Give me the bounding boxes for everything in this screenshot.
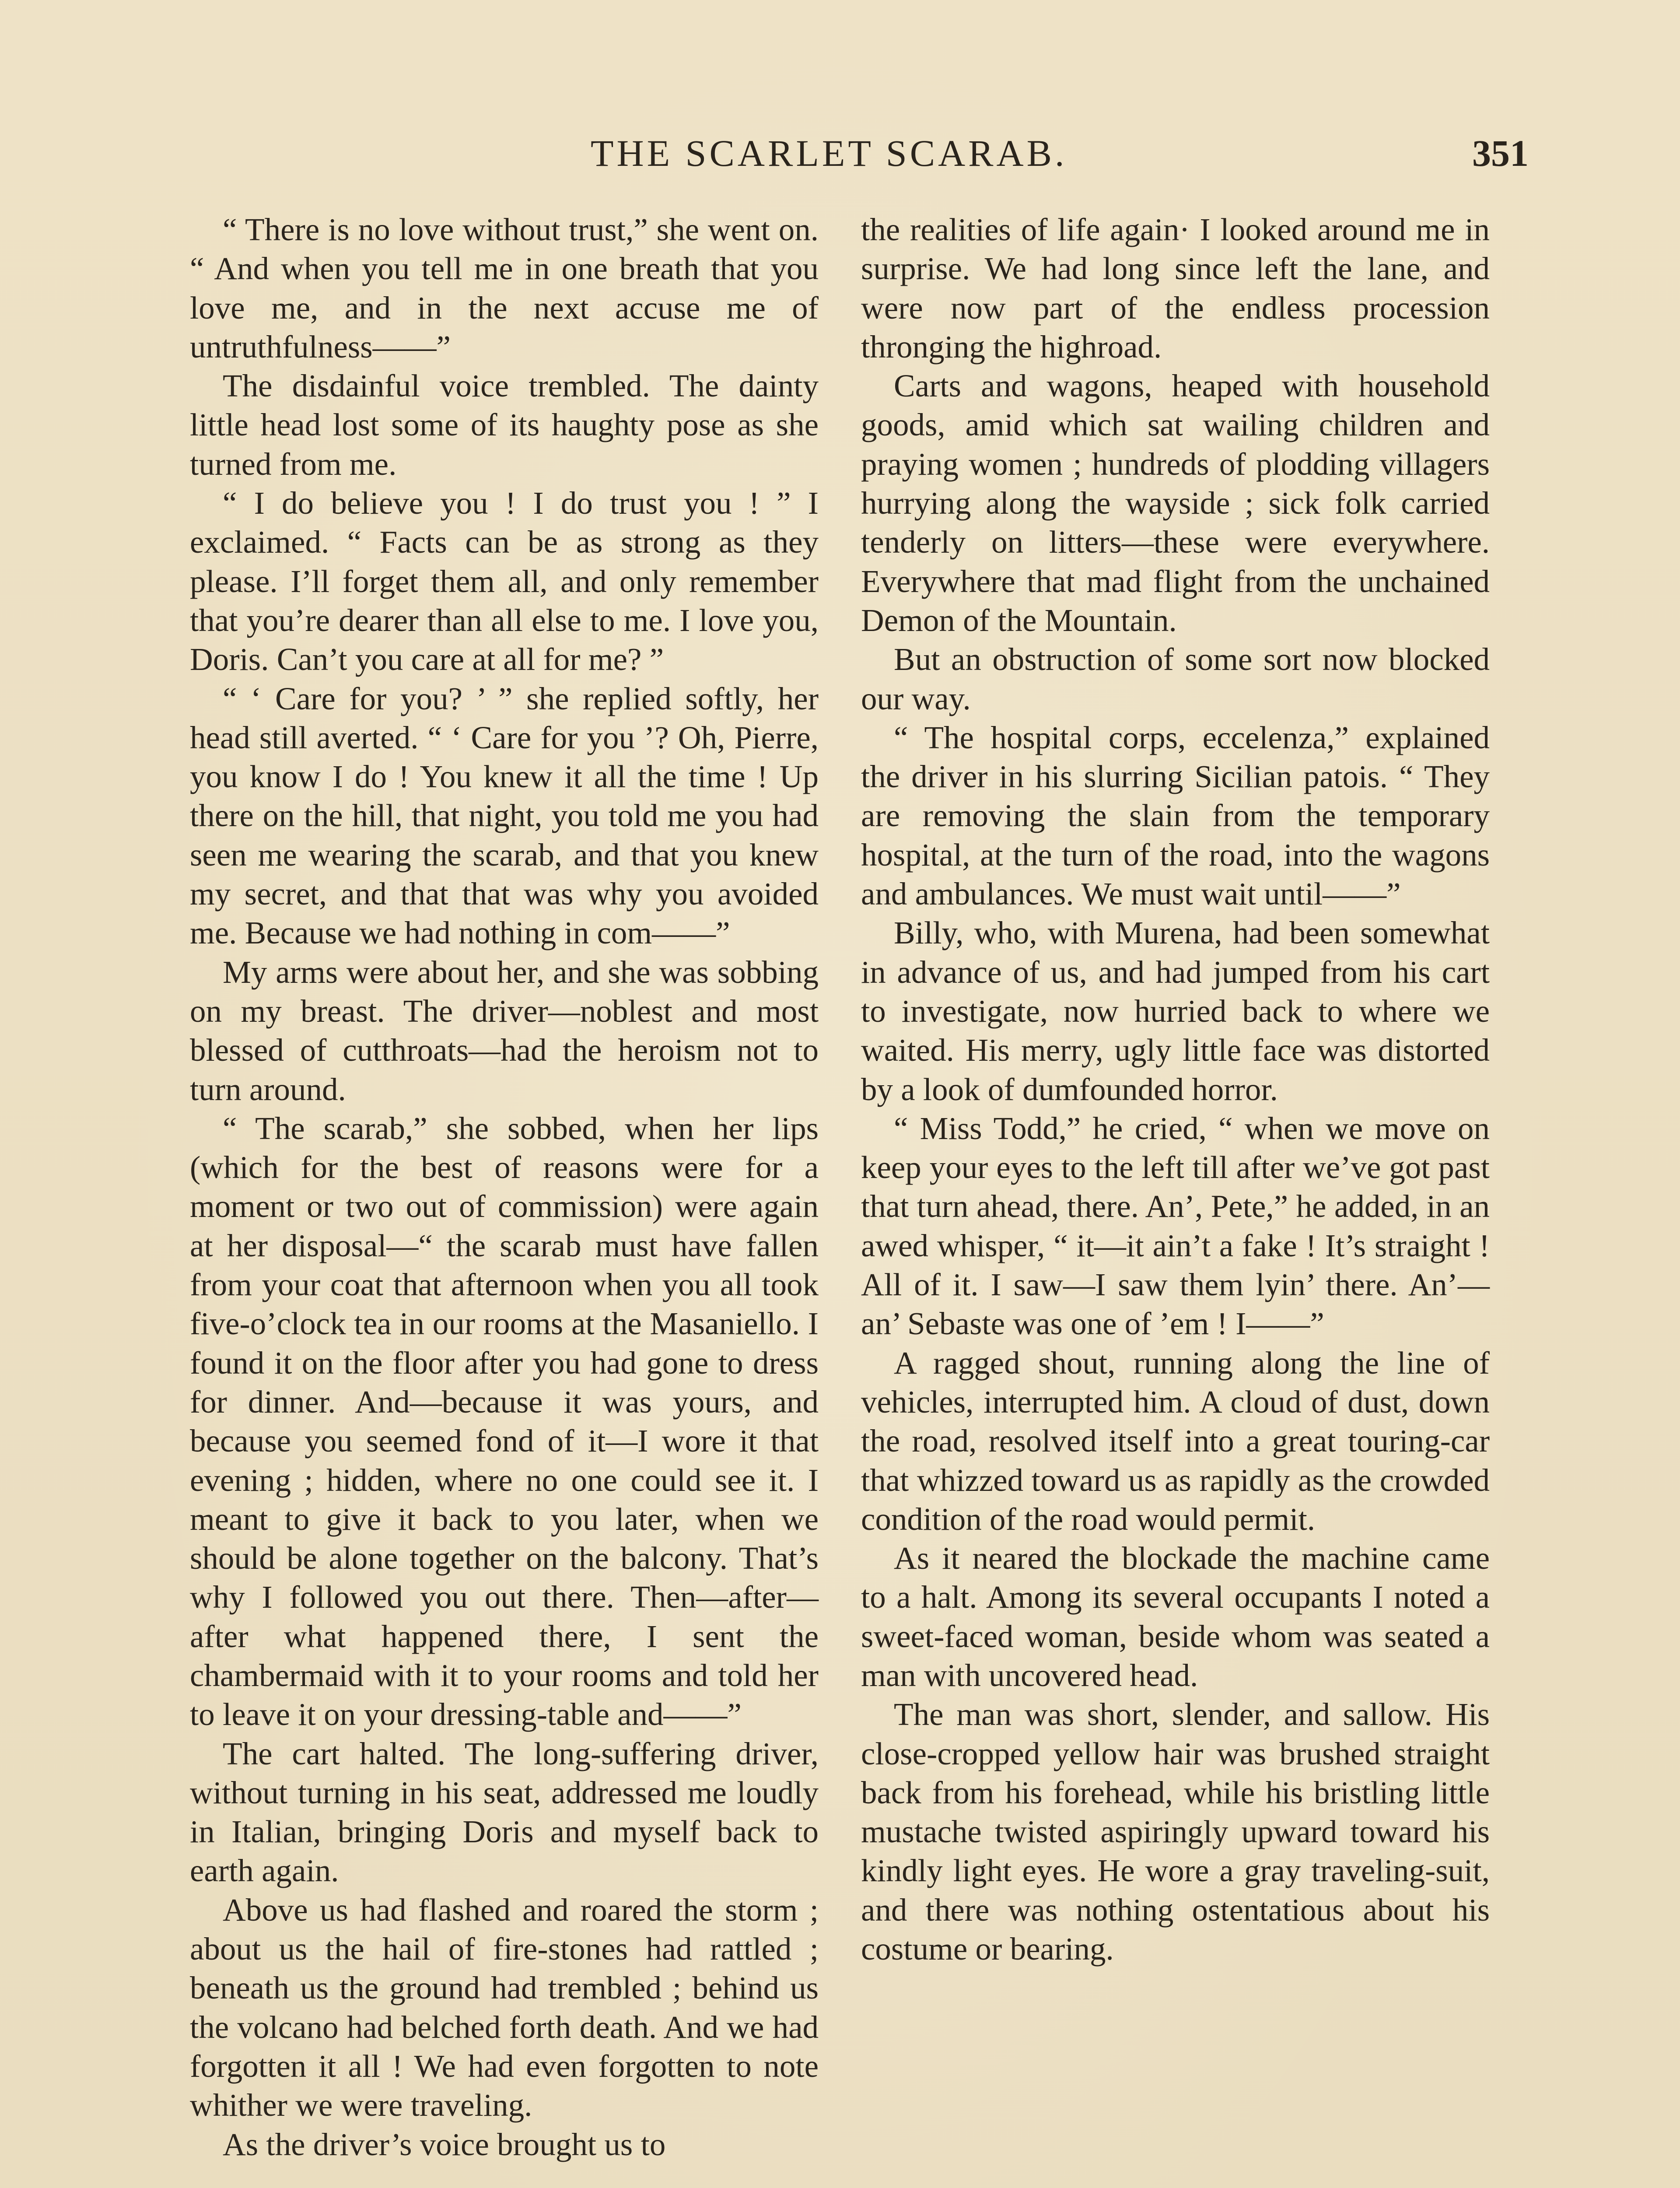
paragraph: The cart halted. The long-suffering driver, without turning in his seat, addressed me loudly in Italian, bringing Doris and myself back to earth again. (190, 1736, 819, 1889)
paragraph: As it neared the blockade the machine came to a halt. Among its several occupants I noted a sweet-faced woman, beside whom was seated a man with uncovered head. (861, 1540, 1490, 1693)
right-column (861, 210, 1490, 1968)
paragraph: Above us had flashed and roared the storm ; about us the hail of fire-stones had rattled ; beneath us the ground had trembled ; behind us the volcano had belched forth death. And we had forgotten it all ! We had even forgotten to note whither we were traveling. (190, 1892, 819, 2123)
paragraph: The man was short, slender, and sallow. His close-cropped yellow hair was brushed straight back from his forehead, while his bristling little mustache twisted aspiringly upward toward his kindly light eyes. He wore a gray traveling-suit, and there was nothing ostentatious about his costume or bearing. (861, 1697, 1490, 1967)
running-head: THE SCARLET SCARAB. (591, 132, 1068, 174)
paragraph: Billy, who, with Murena, had been somewhat in advance of us, and had jumped from his cart to investigate, now hurried back to where we waited. His merry, ugly little face was distorted by a look of dumfounded horror. (861, 915, 1490, 1107)
left-column (190, 210, 819, 2164)
paragraph: “ ‘ Care for you? ’ ” she replied softly, her head still averted. “ ‘ Care for you ’? Oh, Pierre, you know I do ! You knew it all the time ! Up there on the hill, that night, you told me you had seen me wearing the scarab, and that you knew my secret, and that that was why you avoided me. Because we had nothing in com——” (190, 680, 819, 951)
paragraph: As the driver’s voice brought us to (223, 2126, 666, 2162)
paragraph: the realities of life again· I looked around me in surprise. We had long since left the lane, and were now part of the endless procession thronging the highroad. (861, 212, 1490, 365)
paragraph: Carts and wagons, heaped with household goods, amid which sat wailing children and praying women ; hundreds of plodding villagers hurrying along the wayside ; sick folk carried tenderly on litters—these were everywhere. Everywhere that mad flight from the unchained Demon of the Mountain. (861, 368, 1490, 638)
paragraph: The disdainful voice trembled. The dainty little head lost some of its haughty pose as she turned from me. (190, 368, 819, 482)
paragraph: My arms were about her, and she was sobbing on my breast. The driver—noblest and most blessed of cutthroats—had the heroism not to turn around. (190, 954, 819, 1107)
paragraph: “ I do believe you ! I do trust you ! ” I exclaimed. “ Facts can be as strong as they please. I’ll forget them all, and only remember that you’re dearer than all else to me. I love you, Doris. Can’t you care at all for me? ” (190, 485, 819, 677)
paragraph: “ The hospital corps, eccelenza,” explained the driver in his slurring Sicilian patois. “ They are removing the slain from the temporary hospital, at the turn of the road, into the wagons and ambulances. We must wait until——” (861, 719, 1490, 912)
page-number: 351 (1472, 132, 1529, 174)
paragraph: But an obstruction of some sort now blocked our way. (861, 642, 1490, 716)
paragraph: “ The scarab,” she sobbed, when her lips (which for the best of reasons were for a moment or two out of commission) were again at her disposal—“ the scarab must have fallen from your coat that afternoon when you all took five-o’clock tea in our rooms at the Masaniello. I found it on the floor after you had gone to dress for dinner. And—because it was yours, and because you seemed fond of it—I wore it that evening ; hidden, where no one could see it. I meant to give it back to you later, when we should be alone together on the balcony. That’s why I followed you out there. Then—after—after what happened there, I sent the chambermaid with it to your rooms and told her to leave it on your dressing-table and——” (190, 1110, 819, 1732)
paragraph: A ragged shout, running along the line of vehicles, interrupted him. A cloud of dust, down the road, resolved itself into a great touring-car that whizzed toward us as rapidly as the crowded condition of the road would permit. (861, 1345, 1490, 1537)
paragraph: “ Miss Todd,” he cried, “ when we move on keep your eyes to the left till after we’ve got past that turn ahead, there. An’, Pete,” he added, in an awed whisper, “ it—it ain’t a fake ! It’s straight ! All of it. I saw—I saw them lyin’ there. An’—an’ Sebaste was one of ’em ! I——” (861, 1110, 1490, 1342)
paragraph: “ There is no love without trust,” she went on. “ And when you tell me in one breath that you love me, and in the next accuse me of untruthfulness——” (190, 212, 819, 365)
